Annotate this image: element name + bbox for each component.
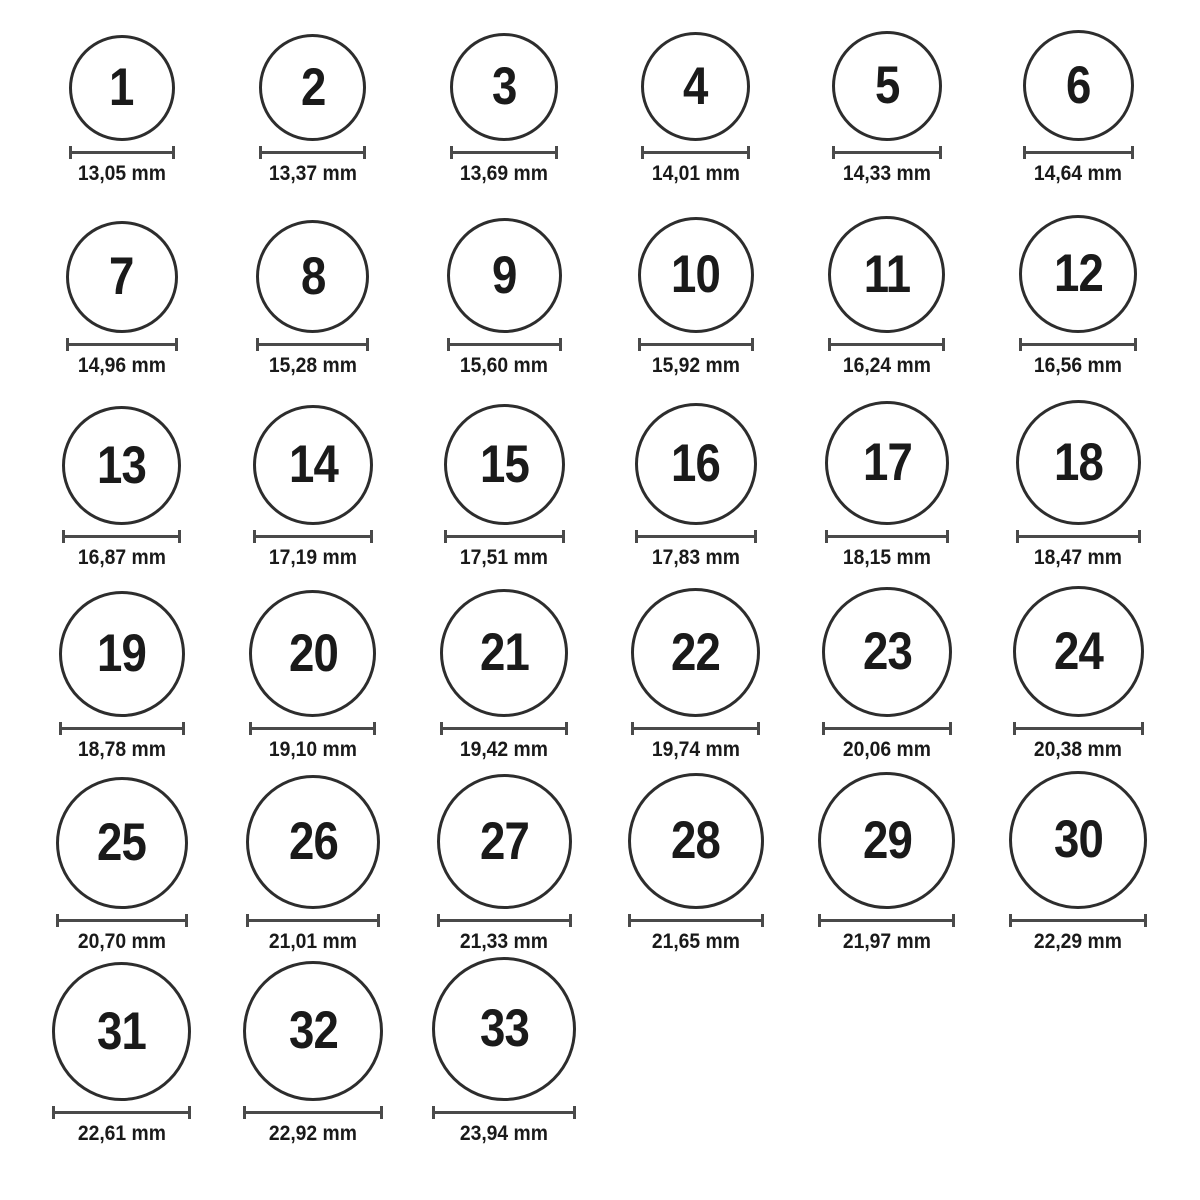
diameter-label: 19,10 mm xyxy=(268,737,358,761)
diameter-ruler xyxy=(69,146,175,159)
diameter-ruler xyxy=(631,722,760,735)
ring-circle xyxy=(631,588,760,717)
diameter-ruler xyxy=(828,338,945,351)
ring-size-item xyxy=(600,185,791,377)
diameter-label: 21,97 mm xyxy=(842,929,932,953)
diameter-label: 18,78 mm xyxy=(77,737,166,761)
ring-size-number: 22 xyxy=(671,622,721,682)
ring-size-number: 27 xyxy=(479,811,529,871)
ring-circle xyxy=(628,773,764,909)
ring-size-number: 33 xyxy=(479,999,529,1059)
ring-size-item xyxy=(26,377,217,569)
ring-size-item xyxy=(791,377,982,569)
ring-circle xyxy=(69,35,175,141)
ring-size-item xyxy=(217,377,408,569)
ring-size-number: 15 xyxy=(479,434,529,494)
ring-size-number: 31 xyxy=(97,1001,147,1061)
diameter-ruler xyxy=(1009,914,1147,927)
diameter-ruler xyxy=(243,1106,383,1119)
ring-circle xyxy=(638,217,754,333)
ring-size-number: 25 xyxy=(97,813,147,873)
ring-circle xyxy=(253,405,373,525)
diameter-label: 15,28 mm xyxy=(268,353,358,377)
ring-circle xyxy=(1009,771,1147,909)
ring-size-item xyxy=(409,185,600,377)
ring-size-number: 9 xyxy=(492,245,517,305)
ring-size-item xyxy=(26,953,217,1145)
diameter-ruler xyxy=(1019,338,1137,351)
ring-size-item xyxy=(409,761,600,953)
ring-circle xyxy=(825,401,949,525)
ring-size-number: 1 xyxy=(109,58,134,118)
diameter-ruler xyxy=(253,530,373,543)
diameter-ruler xyxy=(259,146,366,159)
diameter-label: 13,05 mm xyxy=(77,161,166,185)
ring-circle xyxy=(635,403,757,525)
ring-size-item xyxy=(217,0,408,185)
ring-size-item xyxy=(600,0,791,185)
diameter-ruler xyxy=(1013,722,1144,735)
ring-size-number: 4 xyxy=(683,56,708,116)
diameter-label: 19,42 mm xyxy=(460,737,549,761)
diameter-label: 14,33 mm xyxy=(842,161,932,185)
ring-circle xyxy=(432,957,576,1101)
diameter-label: 18,15 mm xyxy=(842,545,932,569)
ring-size-item xyxy=(983,761,1174,953)
diameter-label: 22,92 mm xyxy=(268,1121,358,1145)
ring-size-item xyxy=(600,569,791,761)
diameter-ruler xyxy=(249,722,376,735)
ring-size-item xyxy=(983,377,1174,569)
ring-circle xyxy=(828,216,945,333)
ring-size-item xyxy=(409,0,600,185)
ring-size-number: 2 xyxy=(300,57,326,117)
ring-size-number: 30 xyxy=(1053,810,1103,870)
ring-circle xyxy=(437,774,572,909)
ring-size-item xyxy=(600,377,791,569)
ring-size-item xyxy=(983,0,1174,185)
ring-size-number: 8 xyxy=(300,246,326,306)
diameter-ruler xyxy=(638,338,754,351)
diameter-ruler xyxy=(825,530,949,543)
diameter-ruler xyxy=(832,146,942,159)
ring-size-number: 18 xyxy=(1053,432,1103,492)
diameter-label: 16,87 mm xyxy=(77,545,166,569)
diameter-ruler xyxy=(447,338,562,351)
ring-circle xyxy=(259,34,366,141)
diameter-ruler xyxy=(59,722,185,735)
diameter-label: 14,64 mm xyxy=(1034,161,1123,185)
ring-circle xyxy=(59,591,185,717)
diameter-ruler xyxy=(52,1106,191,1119)
ring-size-number: 19 xyxy=(97,624,147,684)
diameter-label: 20,70 mm xyxy=(77,929,166,953)
ring-size-item xyxy=(217,569,408,761)
ring-size-number: 20 xyxy=(288,623,338,683)
diameter-label: 17,19 mm xyxy=(268,545,358,569)
ring-size-number: 29 xyxy=(862,810,912,870)
diameter-label: 23,94 mm xyxy=(460,1121,549,1145)
diameter-label: 20,06 mm xyxy=(842,737,932,761)
ring-circle xyxy=(440,589,568,717)
ring-circle xyxy=(832,31,942,141)
ring-circle xyxy=(1019,215,1137,333)
ring-size-number: 14 xyxy=(288,435,338,495)
diameter-label: 13,37 mm xyxy=(268,161,358,185)
diameter-ruler xyxy=(822,722,952,735)
diameter-label: 18,47 mm xyxy=(1034,545,1123,569)
diameter-ruler xyxy=(1023,146,1134,159)
diameter-ruler xyxy=(641,146,750,159)
diameter-ruler xyxy=(437,914,572,927)
ring-size-item xyxy=(409,377,600,569)
ring-size-item xyxy=(26,569,217,761)
ring-size-item xyxy=(26,761,217,953)
ring-size-item xyxy=(791,185,982,377)
diameter-label: 13,69 mm xyxy=(460,161,549,185)
ring-size-item xyxy=(409,953,600,1145)
ring-circle xyxy=(249,590,376,717)
diameter-ruler xyxy=(444,530,565,543)
diameter-ruler xyxy=(628,914,764,927)
ring-size-number: 21 xyxy=(479,623,529,683)
diameter-ruler xyxy=(62,530,181,543)
diameter-label: 21,65 mm xyxy=(651,929,740,953)
ring-circle xyxy=(641,32,750,141)
ring-size-item xyxy=(983,569,1174,761)
ring-circle xyxy=(444,404,565,525)
ring-size-number: 23 xyxy=(862,622,912,682)
ring-size-number: 11 xyxy=(863,244,911,304)
diameter-label: 14,96 mm xyxy=(77,353,166,377)
ring-size-item xyxy=(217,761,408,953)
ring-size-number: 24 xyxy=(1053,621,1103,681)
diameter-ruler xyxy=(635,530,757,543)
ring-size-item xyxy=(600,761,791,953)
ring-circle xyxy=(243,961,383,1101)
ring-circle xyxy=(66,221,178,333)
ring-size-number: 12 xyxy=(1053,244,1103,304)
ring-size-number: 32 xyxy=(288,1001,338,1061)
ring-circle xyxy=(62,406,181,525)
ring-size-item xyxy=(791,569,982,761)
diameter-ruler xyxy=(440,722,568,735)
ring-size-item xyxy=(26,0,217,185)
diameter-label: 21,01 mm xyxy=(268,929,358,953)
ring-size-number: 17 xyxy=(862,433,912,493)
diameter-ruler xyxy=(1016,530,1141,543)
ring-size-number: 10 xyxy=(671,245,721,305)
diameter-label: 20,38 mm xyxy=(1034,737,1123,761)
ring-size-item xyxy=(791,761,982,953)
diameter-label: 15,60 mm xyxy=(460,353,549,377)
diameter-label: 14,01 mm xyxy=(651,161,740,185)
diameter-label: 17,51 mm xyxy=(460,545,549,569)
ring-size-item xyxy=(791,0,982,185)
diameter-ruler xyxy=(432,1106,576,1119)
ring-size-number: 6 xyxy=(1066,55,1091,115)
diameter-ruler xyxy=(56,914,188,927)
diameter-ruler xyxy=(66,338,178,351)
ring-size-item xyxy=(983,185,1174,377)
ring-circle xyxy=(246,775,380,909)
ring-circle xyxy=(818,772,955,909)
ring-size-number: 7 xyxy=(109,247,134,307)
diameter-ruler xyxy=(450,146,558,159)
ring-size-number: 5 xyxy=(874,56,900,116)
ring-circle xyxy=(1013,586,1144,717)
ring-size-number: 3 xyxy=(492,57,517,117)
diameter-label: 21,33 mm xyxy=(460,929,549,953)
ring-circle xyxy=(447,218,562,333)
ring-size-item xyxy=(217,185,408,377)
ring-size-item xyxy=(217,953,408,1145)
diameter-label: 22,29 mm xyxy=(1034,929,1123,953)
ring-size-number: 13 xyxy=(97,435,147,495)
ring-circle xyxy=(1016,400,1141,525)
ring-size-item xyxy=(409,569,600,761)
ring-size-number: 28 xyxy=(671,811,721,871)
diameter-label: 15,92 mm xyxy=(651,353,740,377)
ring-circle xyxy=(822,587,952,717)
diameter-ruler xyxy=(818,914,955,927)
diameter-ruler xyxy=(246,914,380,927)
ring-circle xyxy=(450,33,558,141)
diameter-label: 22,61 mm xyxy=(77,1121,166,1145)
ring-size-item xyxy=(26,185,217,377)
diameter-label: 19,74 mm xyxy=(651,737,740,761)
ring-size-number: 26 xyxy=(288,812,338,872)
ring-circle xyxy=(52,962,191,1101)
diameter-label: 16,24 mm xyxy=(842,353,932,377)
ring-size-number: 16 xyxy=(671,434,721,494)
ring-circle xyxy=(1023,30,1134,141)
ring-circle xyxy=(56,777,188,909)
diameter-ruler xyxy=(256,338,369,351)
diameter-label: 16,56 mm xyxy=(1034,353,1123,377)
diameter-label: 17,83 mm xyxy=(651,545,740,569)
ring-circle xyxy=(256,220,369,333)
